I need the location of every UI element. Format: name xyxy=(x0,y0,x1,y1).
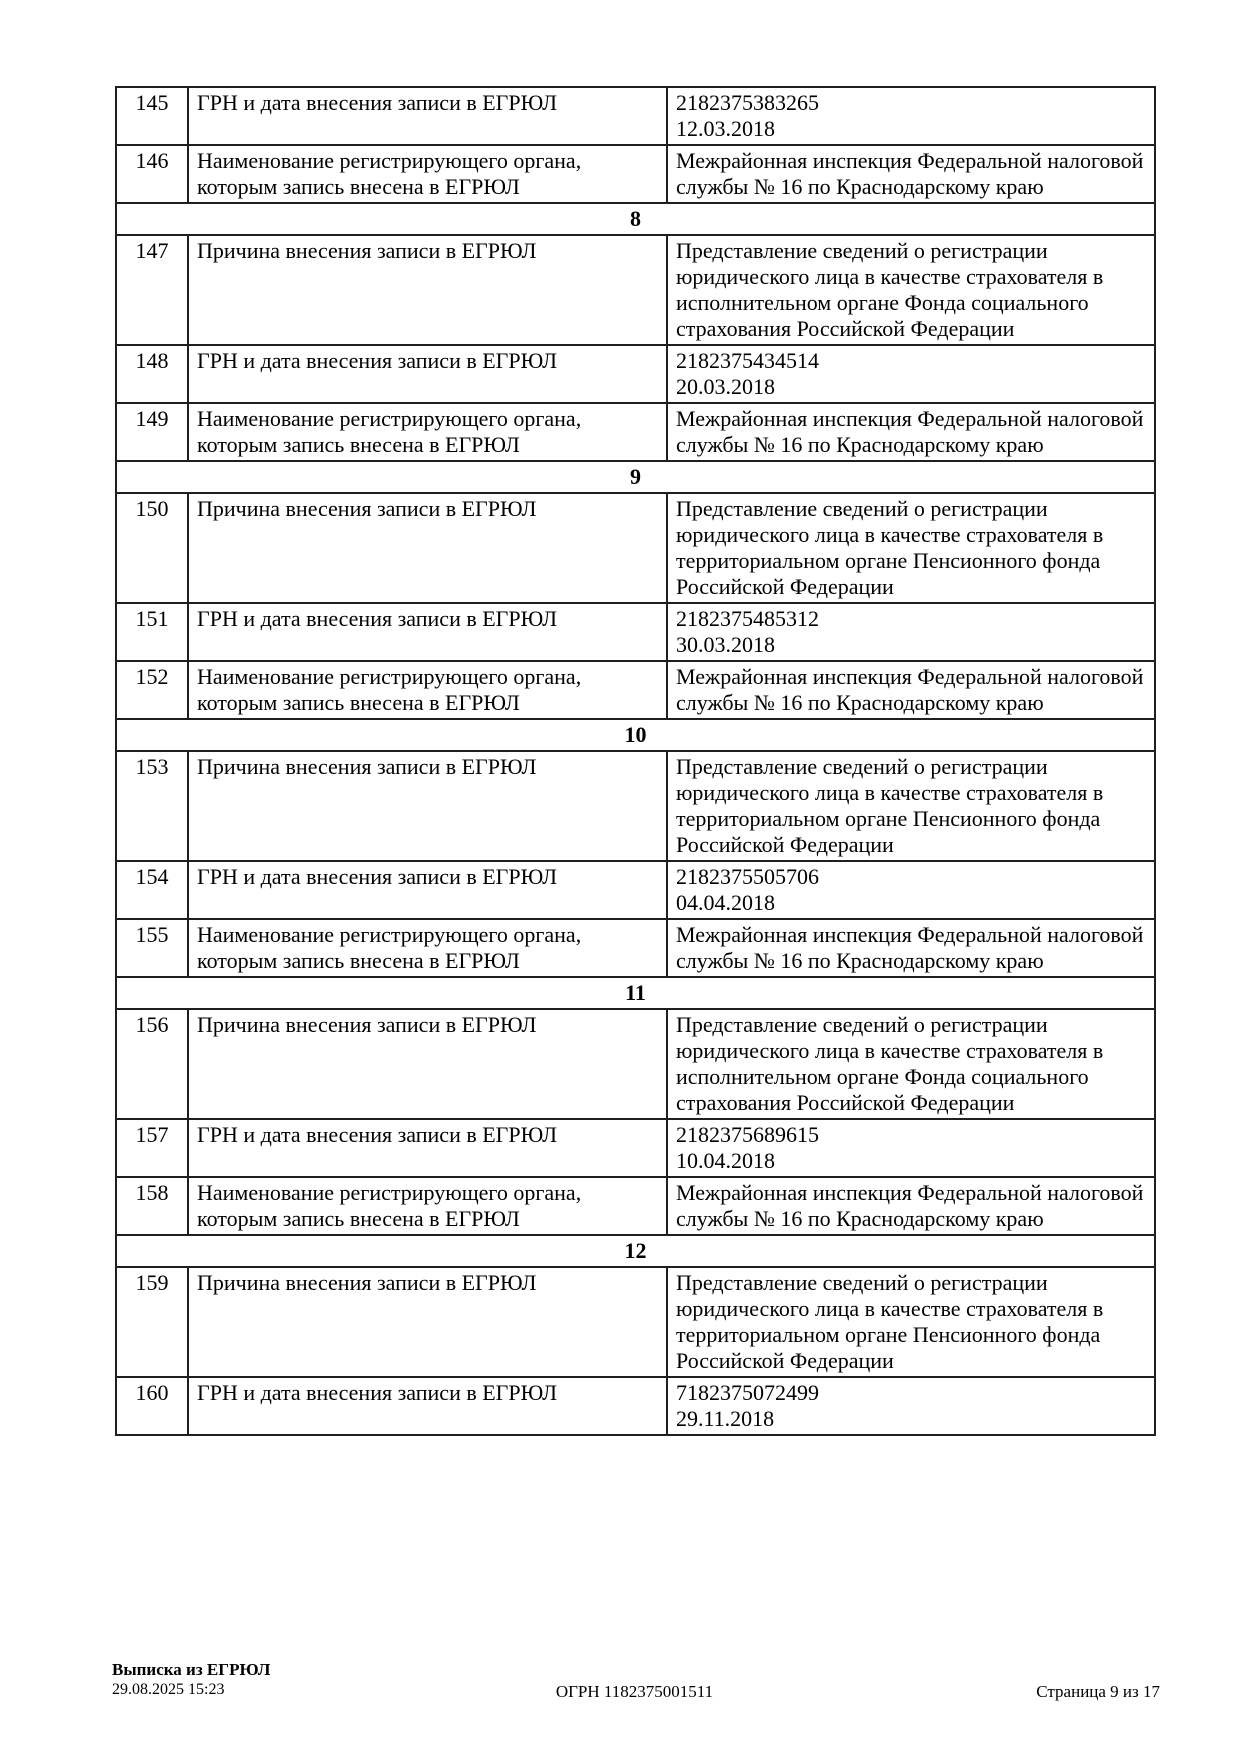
value-line: 04.04.2018 xyxy=(676,890,775,915)
row-number-cell: 150 xyxy=(116,493,188,603)
value-line: Представление сведений о регистрации юридического лица в качестве страхователя в территориальном органе Пенсионного фонда Российской Федерации xyxy=(676,496,1104,599)
row-label-cell: ГРН и дата внесения записи в ЕГРЮЛ xyxy=(188,861,667,919)
row-value-cell xyxy=(667,1267,1155,1377)
section-number-cell: 10 xyxy=(116,719,1155,751)
value-line: 29.11.2018 xyxy=(676,1406,775,1431)
row-value-cell xyxy=(667,603,1155,661)
table-row xyxy=(116,345,1155,403)
value-line: 2182375689615 xyxy=(676,1122,819,1147)
footer-ogrn: ОГРН 1182375001511 xyxy=(555,1682,714,1701)
footer-doc-type: Выписка из ЕГРЮЛ xyxy=(112,1660,271,1679)
row-number-cell: 157 xyxy=(116,1119,188,1177)
value-line: 10.04.2018 xyxy=(676,1148,775,1173)
row-label-cell: Наименование регистрирующего органа, которым запись внесена в ЕГРЮЛ xyxy=(188,661,667,719)
value-line: Представление сведений о регистрации юридического лица в качестве страхователя в исполнительном органе Фонда социального страхования Российской Федерации xyxy=(676,238,1104,341)
row-number-cell: 159 xyxy=(116,1267,188,1377)
row-label-cell: ГРН и дата внесения записи в ЕГРЮЛ xyxy=(188,603,667,661)
value-line: 2182375485312 xyxy=(676,606,819,631)
row-label-cell: Наименование регистрирующего органа, которым запись внесена в ЕГРЮЛ xyxy=(188,145,667,203)
table-row xyxy=(116,235,1155,345)
value-line: 2182375383265 xyxy=(676,90,819,115)
row-number-cell: 160 xyxy=(116,1377,188,1435)
value-line: Межрайонная инспекция Федеральной налоговой службы № 16 по Краснодарскому краю xyxy=(676,406,1144,457)
row-label-cell: Наименование регистрирующего органа, которым запись внесена в ЕГРЮЛ xyxy=(188,919,667,977)
row-number-cell: 148 xyxy=(116,345,188,403)
value-line: Межрайонная инспекция Федеральной налоговой службы № 16 по Краснодарскому краю xyxy=(676,922,1144,973)
section-row xyxy=(116,977,1155,1009)
value-line: 12.03.2018 xyxy=(676,116,775,141)
table-row xyxy=(116,1177,1155,1235)
row-label-cell: ГРН и дата внесения записи в ЕГРЮЛ xyxy=(188,1377,667,1435)
row-label-cell: Наименование регистрирующего органа, которым запись внесена в ЕГРЮЛ xyxy=(188,403,667,461)
row-number-cell: 151 xyxy=(116,603,188,661)
row-number-cell: 152 xyxy=(116,661,188,719)
row-label-cell: ГРН и дата внесения записи в ЕГРЮЛ xyxy=(188,87,667,145)
value-line: 2182375434514 xyxy=(676,348,819,373)
row-value-cell xyxy=(667,235,1155,345)
section-row xyxy=(116,719,1155,751)
table-row xyxy=(116,661,1155,719)
row-value-cell xyxy=(667,1009,1155,1119)
value-line: 2182375505706 xyxy=(676,864,819,889)
row-label-cell: Причина внесения записи в ЕГРЮЛ xyxy=(188,493,667,603)
row-number-cell: 145 xyxy=(116,87,188,145)
table-row xyxy=(116,1009,1155,1119)
row-value-cell xyxy=(667,861,1155,919)
table-row xyxy=(116,1267,1155,1377)
table-row xyxy=(116,603,1155,661)
section-row xyxy=(116,461,1155,493)
table-row xyxy=(116,751,1155,861)
value-line: Представление сведений о регистрации юридического лица в качестве страхователя в территориальном органе Пенсионного фонда Российской Федерации xyxy=(676,754,1104,857)
row-value-cell xyxy=(667,87,1155,145)
row-label-cell: Причина внесения записи в ЕГРЮЛ xyxy=(188,751,667,861)
row-value-cell xyxy=(667,661,1155,719)
table-row xyxy=(116,403,1155,461)
footer-page-number: Страница 9 из 17 xyxy=(1036,1682,1160,1701)
section-number-cell: 8 xyxy=(116,203,1155,235)
row-number-cell: 158 xyxy=(116,1177,188,1235)
section-number-cell: 12 xyxy=(116,1235,1155,1267)
row-number-cell: 155 xyxy=(116,919,188,977)
row-number-cell: 154 xyxy=(116,861,188,919)
table-row xyxy=(116,1377,1155,1435)
row-value-cell xyxy=(667,345,1155,403)
row-number-cell: 149 xyxy=(116,403,188,461)
row-value-cell xyxy=(667,1119,1155,1177)
row-value-cell xyxy=(667,493,1155,603)
value-line: Межрайонная инспекция Федеральной налоговой службы № 16 по Краснодарскому краю xyxy=(676,664,1144,715)
section-number-cell: 11 xyxy=(116,977,1155,1009)
table-row xyxy=(116,919,1155,977)
value-line: Представление сведений о регистрации юридического лица в качестве страхователя в исполнительном органе Фонда социального страхования Российской Федерации xyxy=(676,1012,1104,1115)
row-label-cell: ГРН и дата внесения записи в ЕГРЮЛ xyxy=(188,1119,667,1177)
value-line: 7182375072499 xyxy=(676,1380,819,1405)
row-value-cell xyxy=(667,1377,1155,1435)
row-number-cell: 146 xyxy=(116,145,188,203)
section-row xyxy=(116,203,1155,235)
row-number-cell: 156 xyxy=(116,1009,188,1119)
value-line: Представление сведений о регистрации юридического лица в качестве страхователя в территориальном органе Пенсионного фонда Российской Федерации xyxy=(676,1270,1104,1373)
table-row xyxy=(116,861,1155,919)
row-value-cell xyxy=(667,1177,1155,1235)
row-number-cell: 147 xyxy=(116,235,188,345)
row-label-cell: Наименование регистрирующего органа, которым запись внесена в ЕГРЮЛ xyxy=(188,1177,667,1235)
registry-records-table xyxy=(115,86,1156,1436)
row-label-cell: Причина внесения записи в ЕГРЮЛ xyxy=(188,1009,667,1119)
value-line: Межрайонная инспекция Федеральной налоговой службы № 16 по Краснодарскому краю xyxy=(676,1180,1144,1231)
row-label-cell: ГРН и дата внесения записи в ЕГРЮЛ xyxy=(188,345,667,403)
row-label-cell: Причина внесения записи в ЕГРЮЛ xyxy=(188,235,667,345)
section-row xyxy=(116,1235,1155,1267)
footer-datetime: 29.08.2025 15:23 xyxy=(112,1681,225,1698)
row-value-cell xyxy=(667,751,1155,861)
value-line: 20.03.2018 xyxy=(676,374,775,399)
table-row xyxy=(116,145,1155,203)
table-row xyxy=(116,493,1155,603)
value-line: 30.03.2018 xyxy=(676,632,775,657)
row-value-cell xyxy=(667,919,1155,977)
row-label-cell: Причина внесения записи в ЕГРЮЛ xyxy=(188,1267,667,1377)
registry-table-body xyxy=(116,87,1155,1435)
row-value-cell xyxy=(667,403,1155,461)
value-line: Межрайонная инспекция Федеральной налоговой службы № 16 по Краснодарскому краю xyxy=(676,148,1144,199)
table-row xyxy=(116,87,1155,145)
row-value-cell xyxy=(667,145,1155,203)
row-number-cell: 153 xyxy=(116,751,188,861)
table-row xyxy=(116,1119,1155,1177)
section-number-cell: 9 xyxy=(116,461,1155,493)
